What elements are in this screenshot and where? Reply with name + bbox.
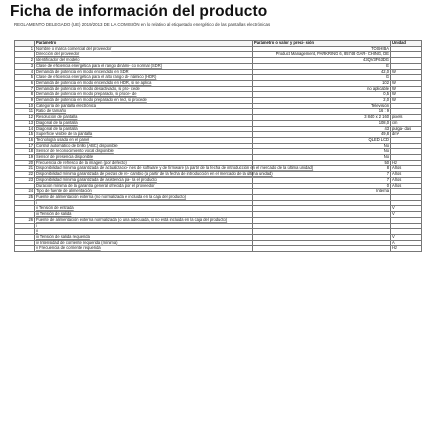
row-number: 8 [15,92,35,98]
row-value: 8 [253,166,391,172]
row-number: 14 [15,126,35,132]
row-unit: Hz [391,160,422,166]
row-value: 0,5 [253,92,391,98]
row-value: 16 : 9 [253,109,391,115]
row-unit: V [391,206,422,212]
row-parameter: Tecnología usada en el panel [35,137,253,143]
row-unit: Hz [391,246,422,252]
row-parameter: Categoría de pantalla electrónica [35,103,253,109]
header-unit: Unidad [391,41,422,47]
row-unit: Años [391,183,422,189]
header-parameter: Parámetro [35,41,253,47]
row-parameter: Disponibilidad mínima garantizada de actualizacio- nes de software y de firmware (a partir de la fecha de introducción en el mercado de la última unidad) [36,165,314,171]
row-number: 20 [15,160,35,166]
row-value: 50 [253,160,391,166]
row-value: QLED LCD [253,137,391,143]
row-value: No [253,155,391,161]
row-parameter: v Frecuencia de corriente requerida [35,246,253,252]
header-value: Parámetro o valor y preci- sión [253,41,391,47]
page-subtitle: REGLAMENTO DELEGADO (UE) 2019/2013 DE LA COMISIÓN en lo relativo al etiquetado energético de las pantallas electrónicas [14,22,271,27]
row-value: 3 840 x 2 160 [253,115,391,121]
table-row [15,246,422,252]
row-parameter: Clase de eficiencia energética para el alto rango di- námico (HDR) [35,75,253,81]
row-value: No [253,143,391,149]
row-value: Interna [253,189,391,195]
row-number: 4 [15,69,35,75]
row-value [253,246,391,252]
row-unit: W [391,98,422,104]
row-value: 102 [253,80,391,86]
row-number: 3 [15,63,35,69]
row-value: 43 [253,126,391,132]
row-parameter: Diagonal de la pantalla [35,120,253,126]
row-parameter: Identificador del modelo [35,58,253,64]
row-parameter: Disponibilidad mínima garantizada de piezas de re- cambio (a partir de la fecha de introducción en el mercado de la última unidad) [36,171,273,177]
row-value: 108,0 [253,120,391,126]
row-number: 19 [15,155,35,161]
row-parameter: Superficie visible de la pantalla [35,132,253,138]
row-value: 42,0 [253,69,391,75]
row-unit: W [391,69,422,75]
row-number: 22 [15,172,35,178]
row-value: no aplicable [253,86,391,92]
row-parameter: Diagonal de la pantalla [35,126,253,132]
row-parameter: Clase de eficiencia energética para el rango dinámi- co normal (SDR) [35,63,253,69]
row-parameter: Demanda de potencia en modo encendido en SDR [35,69,253,75]
row-parameter: iii Tensión de salida requerida [35,234,253,240]
row-parameter: Dirección del proveedor [35,52,253,58]
row-parameter: Demanda de potencia en modo preparado en red, si procede [35,98,253,104]
row-value: G [253,75,391,81]
product-info-table [14,40,422,252]
row-parameter: Fuente de alimentación externa (no normalizada e incluida en la caja del producto) [35,194,253,200]
row-number: 1 [15,46,35,52]
row-value: E [253,63,391,69]
row-unit: V [391,234,422,240]
row-value: 49,8 [253,132,391,138]
row-number: 17 [15,143,35,149]
row-number: 21 [15,166,35,172]
row-unit: W [391,80,422,86]
row-parameter: Ratio de tamaño [35,109,253,115]
row-parameter: Control automático de brillo (ABC) disponible [35,143,253,149]
row-parameter: Demanda de potencia en modo encendido en HDR, si se aplica [35,80,253,86]
row-unit: Años [391,172,422,178]
row-number: 26 [15,217,35,223]
row-value: 7 [253,177,391,183]
row-parameter: Tipo de fuente de alimentación [35,189,253,195]
row-number: 9 [15,98,35,104]
row-unit: V [391,212,422,218]
row-unit: A [391,240,422,246]
row-number: 25 [15,194,35,200]
row-unit: Años [391,166,422,172]
row-value: 43QV3F63DG [253,58,391,64]
row-parameter: i [35,200,253,206]
row-unit: pulga- das [391,126,422,132]
row-number: 6 [15,80,35,86]
row-unit: pixels [391,115,422,121]
row-parameter: Duración mínima de la garantía general ofrecida por el proveedor [35,183,253,189]
row-unit: W [391,86,422,92]
row-value: 2,0 [253,98,391,104]
row-parameter: Sensor de reconocimiento vocal disponible [35,149,253,155]
row-number: 11 [15,109,35,115]
row-parameter: Demanda de potencia en modo preparado, si proce- de [35,92,253,98]
row-value: Televisión [253,103,391,109]
row-number: 7 [15,86,35,92]
row-number: 16 [15,137,35,143]
row-parameter: iii Tensión de salida [35,212,253,218]
row-unit: Años [391,177,422,183]
row-number [15,246,35,252]
row-parameter: Resolución de pantalla [35,115,253,121]
row-number: 5 [15,75,35,81]
row-parameter: Fuente de alimentación externa normalizada (o una adecuada, si no está incluida en la caja del producto) [35,217,253,223]
row-parameter: Demanda de potencia en modo desactivado, si pro- cede [35,86,253,92]
row-number: 15 [15,132,35,138]
row-parameter: ii Tensión de entrada [35,206,253,212]
row-value: TOSHIBA [253,46,391,52]
row-parameter: ii [35,229,253,235]
row-parameter: Nombre o marca comercial del proveedor [35,46,253,52]
row-number: 23 [15,177,35,183]
row-value: 0 [253,183,391,189]
row-value: Product Management, PARKRING 6, 85748 GAR- CHING, DE [253,52,391,58]
row-value: No [253,149,391,155]
row-number: 18 [15,149,35,155]
row-parameter: iv Intensidad de corriente requerida (mínima) [35,240,253,246]
row-value: 7 [253,172,391,178]
row-number: 2 [15,58,35,64]
row-number: 24 [15,189,35,195]
row-number: 10 [15,103,35,109]
row-unit: dm² [391,132,422,138]
row-unit: W [391,92,422,98]
row-parameter: Frecuencia de refresco de la imagen (por defecto) [35,160,253,166]
page-title: Ficha de información del producto [10,3,268,20]
row-number: 12 [15,115,35,121]
row-unit: cm [391,120,422,126]
row-parameter: i [35,223,253,229]
row-parameter: Sensor de presencia disponible [35,155,253,161]
row-number: 13 [15,120,35,126]
row-parameter: Disponibilidad mínima garantizada de asistencia pa- ra el producto [35,177,253,183]
